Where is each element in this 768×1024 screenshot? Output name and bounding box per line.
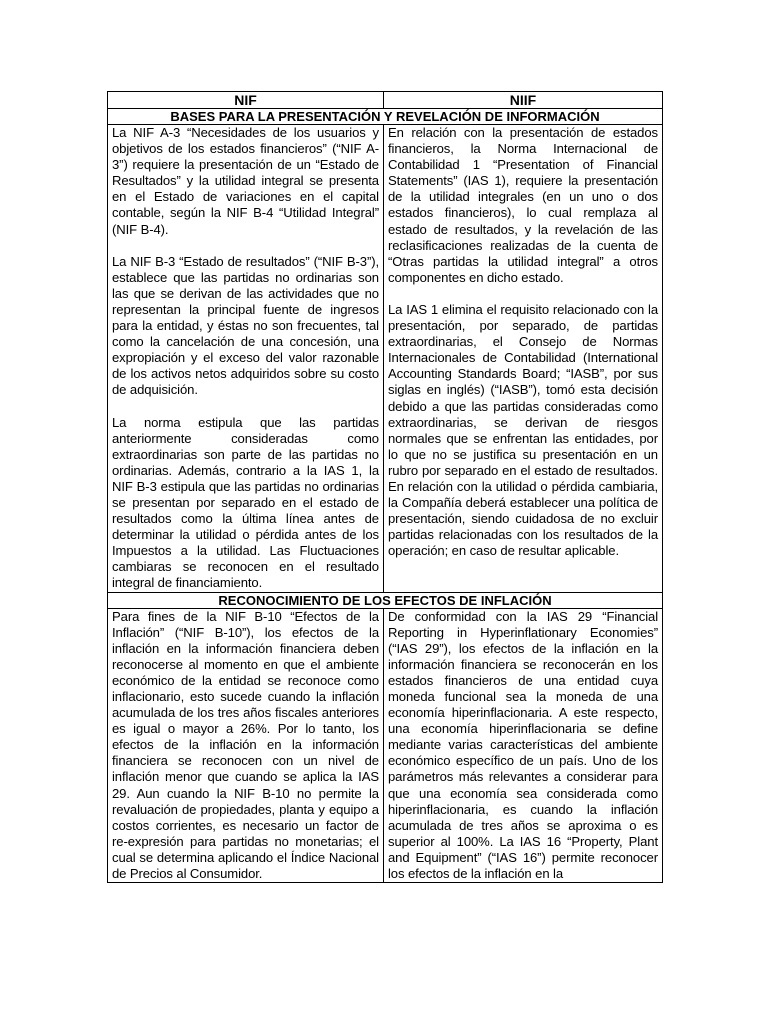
section-title-row (108, 592, 663, 608)
comparison-table (107, 91, 663, 883)
nif-paragraph: La NIF A-3 “Necesidades de los usuarios y objetivos de los estados financieros” (“NIF A-3”) requiere la presentación de un “Estado de Resultados” y la utilidad integral se presenta en el Estado de variaciones en el capital contable, según la NIF B-4 “Utilidad Integral” (NIF B-4). (112, 125, 379, 237)
table-row (108, 125, 663, 593)
niif-paragraph: De conformidad con la IAS 29 “Financial Reporting in Hyperinflationary Economies” (“IAS 29”), los efectos de la inflación en la información financiera se reconocerán en los estados financieros de una entidad cuya moneda funcional sea la moneda de una economía hiperinflacionaria. A este respecto, una economía hiperinflacionaria se define mediante varias características del ambiente económico específico de un país. Uno de los parámetros más relevantes a considerar para que una economía sea considerada como hiperinflacionaria, es cuando la inflación acumulada de tres años se aproxima o es superior al 100%. La IAS 16 “Property, Plant and Equipment” (“IAS 16”) permite reconocer los efectos de la inflación en la (388, 608, 658, 882)
niif-paragraph: La IAS 1 elimina el requisito relacionado con la presentación, por separado, de partidas extraordinarias, el Consejo de Normas Internacionales de Contabilidad (International Accounting Standards Board; “IASB”, por sus siglas en inglés) (“IASB”), tomó esta decisión debido a que las partidas consideradas como extraordinarias, se derivan de riesgos normales que se enfrentan las entidades, por lo que no se justifica su presentación en un rubro por separado en el estado de resultados. En relación con la utilidad o pérdida cambiaria, la Compañía deberá establecer una política de presentación, siendo cuidadosa de no excluir partidas relacionadas con los resultados de la operación; en caso de resultar aplicable. (388, 301, 658, 559)
section-title-row (108, 109, 663, 125)
column-header-niif: NIIF (384, 92, 663, 109)
nif-paragraph: La norma estipula que las partidas anteriormente consideradas como extraordinarias son parte de las partidas no ordinarias. Además, contrario a la IAS 1, la NIF B-3 estipula que las partidas no ordinarias se presentan por separado en el estado de resultados como la última línea antes de determinar la utilidad o pérdida antes de los Impuestos a la utilidad. Las Fluctuaciones cambiaras se reconocen en el resultado integral de financiamiento. (112, 414, 379, 591)
niif-paragraph: En relación con la presentación de estados financieros, la Norma Internacional de Contabilidad 1 “Presentation of Financial Statements” (IAS 1), requiere la presentación de la utilidad integrales (en un uno o dos estados financieros), lo cual remplaza al estado de resultados, y la revelación de las reclasificaciones realizadas de la cuenta de “Otras partidas la utilidad integral” a otros componentes en dicho estado. (388, 125, 658, 285)
nif-cell-inflacion (108, 608, 384, 883)
nif-cell-presentacion (108, 125, 384, 593)
nif-paragraph: Para fines de la NIF B-10 “Efectos de la Inflación” (“NIF B-10”), los efectos de la inflación en la información financiera deben reconocerse al momento en que el ambiente económico de la entidad se reconoce como inflacionario, esto sucede cuando la inflación acumulada de los tres años fiscales anteriores es igual o mayor a 26%. Por lo tanto, los efectos de la inflación en la información financiera se reconocen con un nivel de inflación menor que cuando se aplica la IAS 29. Aun cuando la NIF B-10 no permite la revaluación de propiedades, planta y equipo a costos corrientes, es necesario un factor de re-expresión para partidas no monetarias; el cual se determina aplicando el Índice Nacional de Precios al Consumidor. (112, 608, 379, 882)
section-title-inflacion: RECONOCIMIENTO DE LOS EFECTOS DE INFLACIÓN (108, 592, 663, 608)
nif-paragraph: La NIF B-3 “Estado de resultados” (“NIF B-3”), establece que las partidas no ordinarias son las que se derivan de las actividades que no representan la principal fuente de ingresos para la entidad, y éstas no son frecuentes, tal como la cancelación de una concesión, una expropiación y el exceso del valor razonable de los activos netos adquiridos sobre su costo de adquisición. (112, 253, 379, 398)
column-header-nif: NIF (108, 92, 384, 109)
niif-cell-inflacion (384, 608, 663, 883)
table-row (108, 608, 663, 883)
header-row (108, 92, 663, 109)
section-title-presentacion: BASES PARA LA PRESENTACIÓN Y REVELACIÓN DE INFORMACIÓN (108, 109, 663, 125)
niif-cell-presentacion (384, 125, 663, 593)
